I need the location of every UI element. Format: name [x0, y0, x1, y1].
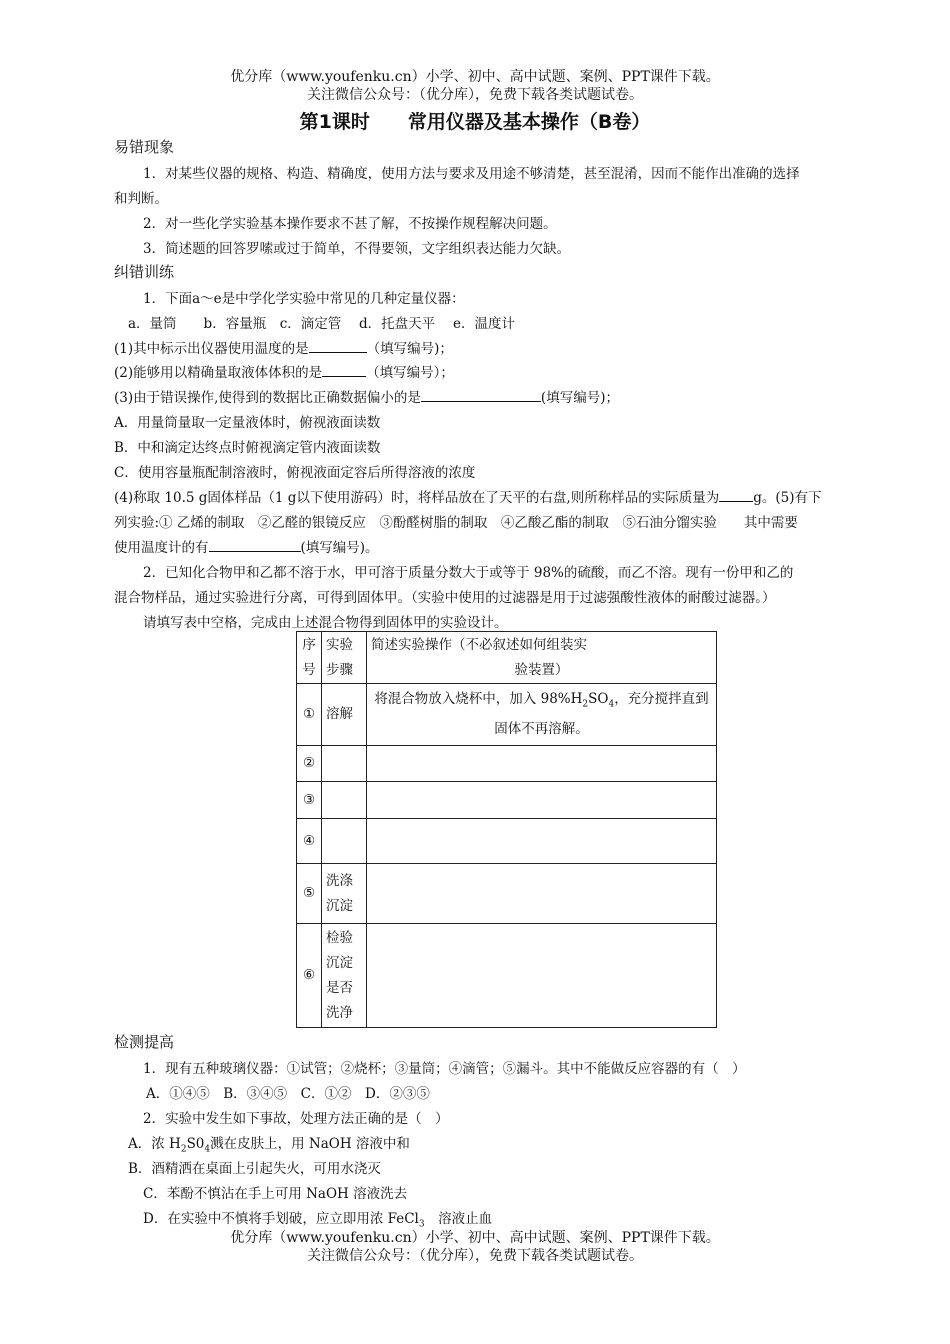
- header-operation: 简述实验操作（不必叙述如何组装实 验装置）: [367, 632, 717, 684]
- operation-cell-empty[interactable]: [367, 746, 717, 782]
- step-cell-empty[interactable]: [322, 819, 367, 864]
- question-1-part-5: 列实验:① 乙烯的制取 ②乙醛的银镜反应 ③酚醛树脂的制取 ④乙酸乙酯的制取 ⑤石油分馏实验 其中需要: [114, 515, 798, 531]
- operation-cell-empty[interactable]: [367, 864, 717, 924]
- header-line-2: 关注微信公众号：（优分库），免费下载各类试题试卷。: [307, 87, 643, 103]
- footer-line-2: 关注微信公众号：（优分库），免费下载各类试题试卷。: [307, 1248, 643, 1264]
- answer-blank[interactable]: [209, 537, 301, 552]
- answer-blank[interactable]: [309, 338, 367, 353]
- table-row: ⑤ 洗涤 沉淀: [297, 864, 717, 924]
- question-1-part-5-cont: 使用温度计的有 (填写编号)。: [114, 536, 379, 556]
- header-no: 序 号: [297, 632, 322, 684]
- error-item-1: 1．对某些仪器的规格、构造、精确度，使用方法与要求及用途不够清楚，甚至混淆，因而不能作出准确的选择: [143, 166, 800, 182]
- question-2-line-2: 混合物样品，通过实验进行分离，可得到固体甲。（实验中使用的过滤器是用于过滤强酸性液体的耐酸过滤器。）: [114, 590, 776, 606]
- test-option-A: A．浓 $H_2S0_4$溅在皮肤上，用 NaOH 溶液中和: [128, 1136, 410, 1155]
- answer-blank[interactable]: [322, 362, 366, 377]
- table-row: ① 溶解 将混合物放入烧杯中，加入 $98\%H_2SO_4$，充分搅拌直到 固体不再溶解。: [297, 684, 717, 746]
- option-C: C．使用容量瓶配制溶液时，俯视液面定容后所得溶液的浓度: [114, 465, 476, 481]
- section-heading-test: 检测提高: [114, 1033, 175, 1051]
- test-option-D: D．在实验中不慎将手划破，应立即用浓 FeCl$_3$ 溶液止血: [143, 1211, 493, 1230]
- answer-blank[interactable]: [719, 487, 753, 502]
- test-question-2: 2．实验中发生如下事故，处理方法正确的是（ ）: [143, 1111, 449, 1127]
- header-step: 实验 步骤: [322, 632, 367, 684]
- question-1-part-1: (1)其中标示出仪器使用温度的是 （填写编号)；: [114, 337, 453, 357]
- test-question-1: 1．现有五种玻璃仪器：①试管；②烧杯；③量筒；④滴管；⑤漏斗。其中不能做反应容器的有（ ）: [143, 1061, 746, 1077]
- question-1-part-4: (4)称取 10.5 g固体样品（1 g以下使用游码）时，将样品放在了天平的右盘,则所称样品的实际质量为 g。(5)有下: [114, 486, 821, 506]
- question-2-line-3: 请填写表中空格，完成由上述混合物得到固体甲的实验设计。: [143, 615, 508, 631]
- question-1-stem: 1．下面a～e是中学化学实验中常见的几种定量仪器：: [143, 291, 465, 307]
- step-cell-empty[interactable]: [322, 746, 367, 782]
- table-row: ②: [297, 746, 717, 782]
- test-question-1-options: A．①④⑤ B．③④⑤ C．①② D．②③⑤: [146, 1086, 430, 1102]
- table-row: ④: [297, 819, 717, 864]
- answer-blank[interactable]: [421, 387, 541, 402]
- section-heading-errors: 易错现象: [114, 138, 175, 156]
- section-heading-training: 纠错训练: [114, 263, 175, 281]
- operation-cell-empty[interactable]: [367, 924, 717, 1028]
- footer-line-1: 优分库（www.youfenku.cn）小学、初中、高中试题、案例、PPT课件下载。: [230, 1230, 720, 1246]
- error-item-1-cont: 和判断。: [114, 191, 168, 207]
- question-1-part-2: (2)能够用以精确量取液体体积的是 （填写编号）；: [114, 361, 454, 381]
- page-title: 第1课时 常用仪器及基本操作（B卷）: [299, 111, 651, 133]
- operation-cell-empty[interactable]: [367, 819, 717, 864]
- error-item-2: 2．对一些化学实验基本操作要求不甚了解，不按操作规程解决问题。: [143, 216, 557, 232]
- question-1-part-3: (3)由于错误操作,使得到的数据比正确数据偏小的是 (填写编号)；: [114, 386, 619, 406]
- question-2-line-1: 2．已知化合物甲和乙都不溶于水，甲可溶于质量分数大于或等于 98%的硫酸，而乙不溶。现有一份甲和乙的: [143, 565, 794, 581]
- operation-cell-empty[interactable]: [367, 782, 717, 819]
- option-A: A．用量筒量取一定量液体时，俯视液面读数: [114, 415, 381, 431]
- operation-cell: 将混合物放入烧杯中，加入 $98\%H_2SO_4$，充分搅拌直到 固体不再溶解。: [367, 684, 717, 746]
- test-option-C: C．苯酚不慎沾在手上可用 NaOH 溶液洗去: [143, 1186, 408, 1202]
- question-1-options: a．量筒 b．容量瓶 c．滴定管 d．托盘天平 e．温度计: [128, 316, 515, 332]
- option-B: B．中和滴定达终点时俯视滴定管内液面读数: [114, 440, 381, 456]
- experiment-table: [296, 631, 717, 1028]
- header-line-1: 优分库（www.youfenku.cn）小学、初中、高中试题、案例、PPT课件下载。: [230, 69, 720, 85]
- test-option-B: B．酒精洒在桌面上引起失火，可用水浇灭: [128, 1161, 381, 1177]
- table-row: ③: [297, 782, 717, 819]
- table-row: ⑥ 检验 沉淀 是否 洗净: [297, 924, 717, 1028]
- step-cell-empty[interactable]: [322, 782, 367, 819]
- error-item-3: 3．简述题的回答罗嗦或过于简单，不得要领，文字组织表达能力欠缺。: [143, 241, 571, 257]
- table-header-row: [297, 632, 717, 684]
